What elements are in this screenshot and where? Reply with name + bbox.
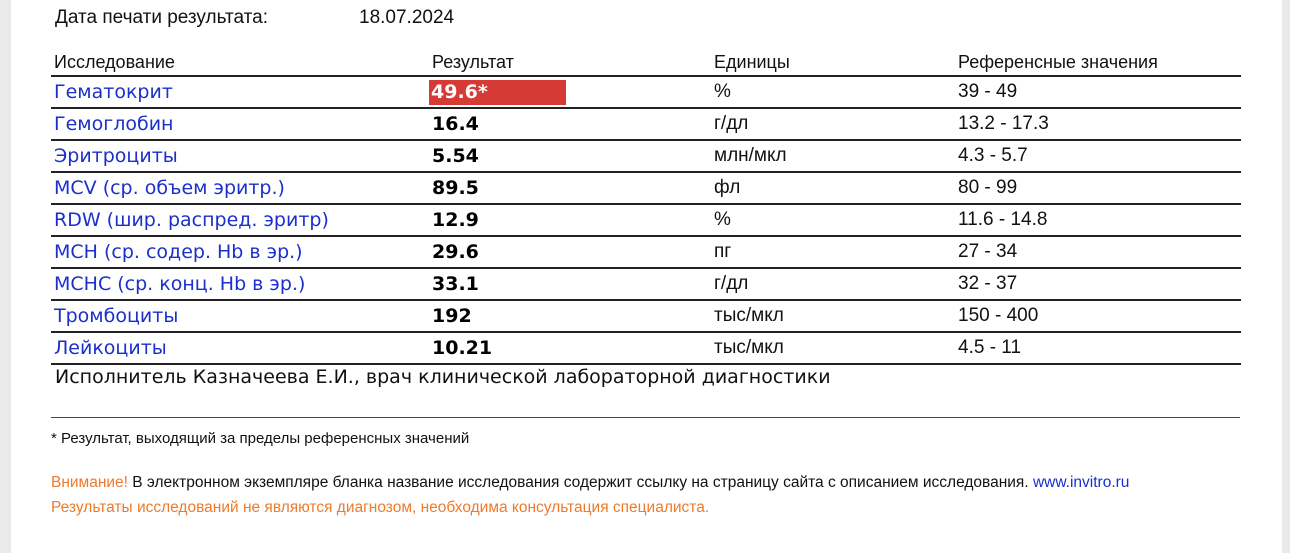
lab-report-page [11,0,1282,553]
result-value: 192 [429,300,711,332]
notice-text: В электронном экземпляре бланка название исследования содержит ссылку на страницу сайта с описанием исследования. [127,474,1033,491]
test-name-link[interactable]: MCV (ср. объем эритр.) [51,172,429,204]
result-value [429,76,711,108]
result-value: 89.5 [429,172,711,204]
test-name-link[interactable]: MCH (ср. содер. Hb в эр.) [51,236,429,268]
result-value: 29.6 [429,236,711,268]
column-header-reference: Референсные значения [955,50,1241,76]
unit: тыс/мкл [711,332,955,364]
unit: млн/мкл [711,140,955,172]
test-name-link[interactable]: MCHC (ср. конц. Hb в эр.) [51,268,429,300]
print-date-label: Дата печати результата: [55,7,268,28]
table-row [51,76,1241,108]
table-row [51,300,1241,332]
out-of-range-footnote: * Результат, выходящий за пределы референсных значений [51,430,470,447]
reference-range: 150 - 400 [955,300,1241,332]
notice [51,474,1129,492]
result-value: 10.21 [429,332,711,364]
print-date [55,7,455,29]
reference-range: 39 - 49 [955,76,1241,108]
reference-range: 11.6 - 14.8 [955,204,1241,236]
result-value: 16.4 [429,108,711,140]
test-name-link[interactable]: Эритроциты [51,140,429,172]
out-of-range-result: 49.6* [429,80,566,105]
test-name-link[interactable]: Лейкоциты [51,332,429,364]
website-link[interactable]: www.invitro.ru [1032,474,1130,491]
executor-signature-line: Исполнитель Казначеева Е.И., врач клинической лабораторной диагностики [55,366,831,388]
unit: г/дл [711,268,955,300]
diagnosis-disclaimer: Результаты исследований не являются диагнозом, необходима консультация специалиста. [51,499,710,516]
reference-range: 27 - 34 [955,236,1241,268]
result-value: 33.1 [429,268,711,300]
test-name-link[interactable]: Тромбоциты [51,300,429,332]
table-header-row [51,50,1241,76]
column-header-result: Результат [429,50,711,76]
column-header-test: Исследование [51,50,429,76]
table-row [51,332,1241,364]
print-date-value: 18.07.2024 [359,7,455,28]
unit: фл [711,172,955,204]
results-body [51,76,1241,364]
unit: пг [711,236,955,268]
reference-range: 4.3 - 5.7 [955,140,1241,172]
table-row [51,268,1241,300]
table-row [51,172,1241,204]
column-header-unit: Единицы [711,50,955,76]
table-row [51,236,1241,268]
table-row [51,140,1241,172]
reference-range: 32 - 37 [955,268,1241,300]
results-table [51,50,1241,365]
test-name-link[interactable]: Гемоглобин [51,108,429,140]
table-row [51,204,1241,236]
table-row [51,108,1241,140]
test-name-link[interactable]: Гематокрит [51,76,429,108]
warning-label: Внимание! [51,474,128,491]
reference-range: 13.2 - 17.3 [955,108,1241,140]
reference-range: 4.5 - 11 [955,332,1241,364]
test-name-link[interactable]: RDW (шир. распред. эритр) [51,204,429,236]
result-value: 5.54 [429,140,711,172]
unit: % [711,204,955,236]
reference-range: 80 - 99 [955,172,1241,204]
unit: тыс/мкл [711,300,955,332]
unit: г/дл [711,108,955,140]
result-value: 12.9 [429,204,711,236]
unit: % [711,76,955,108]
divider [51,417,1240,418]
